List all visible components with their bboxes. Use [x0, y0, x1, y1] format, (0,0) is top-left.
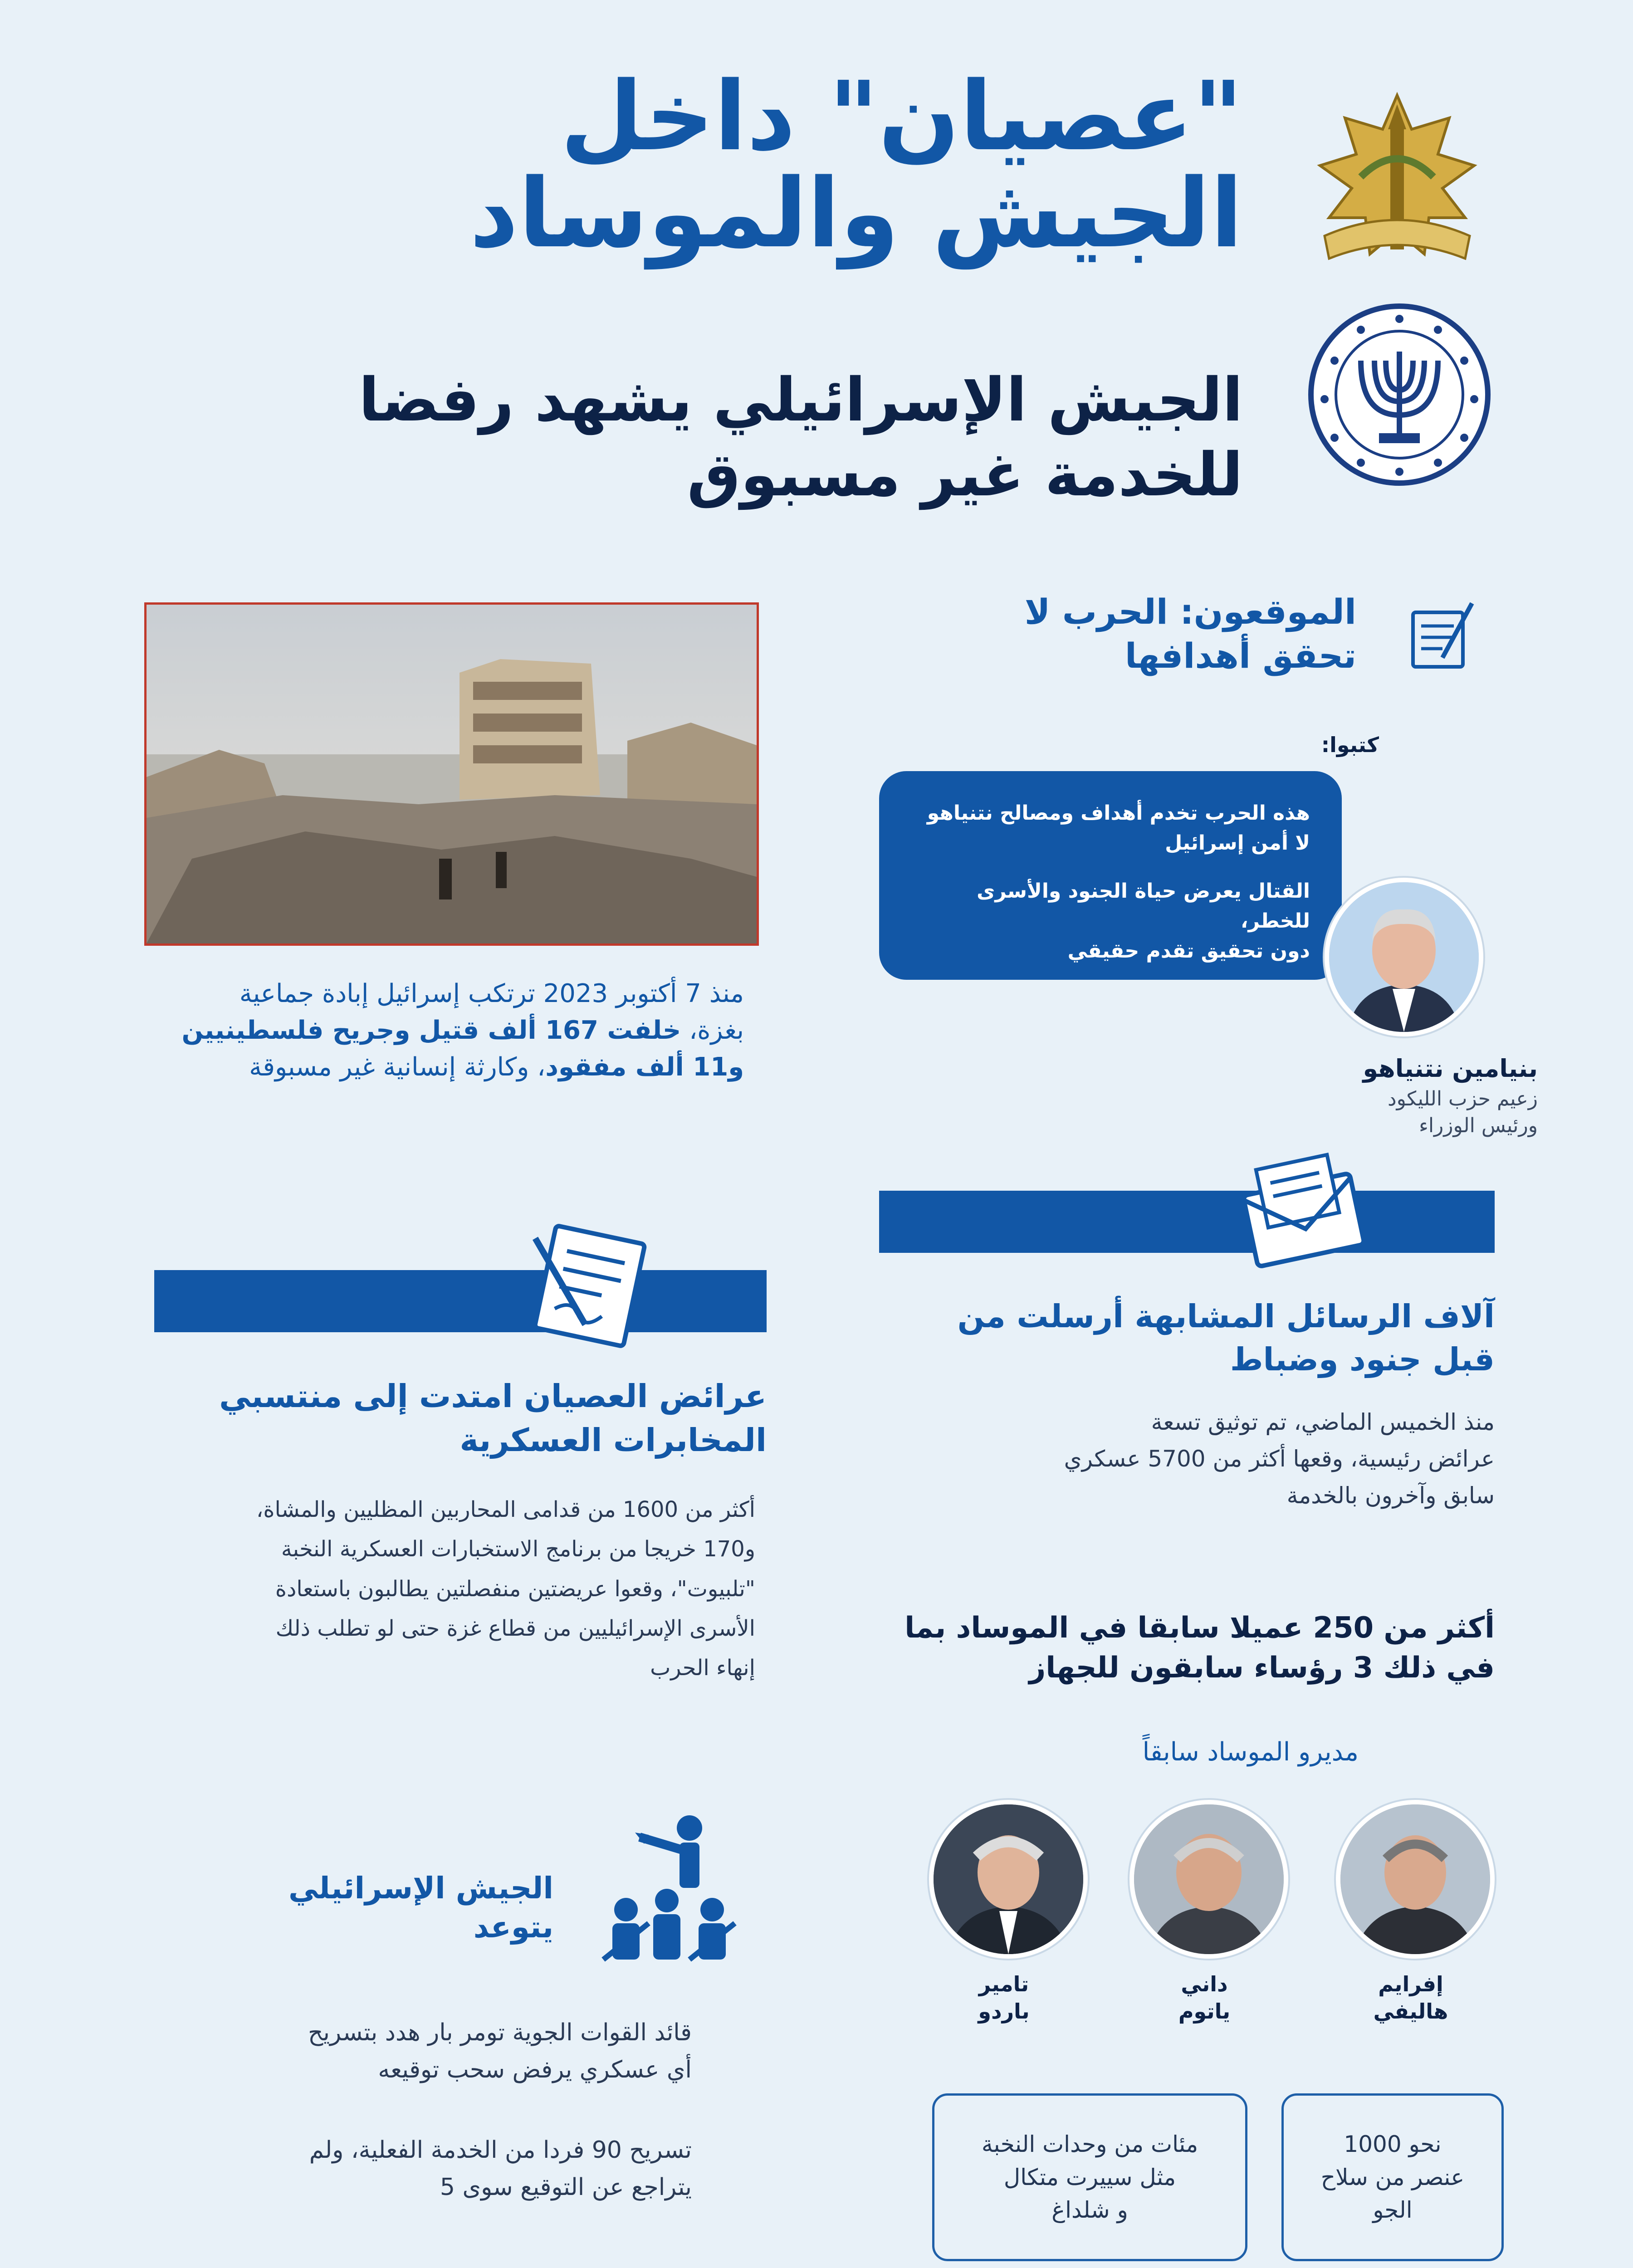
director-name-2 — [1127, 1971, 1281, 2025]
title-line-2: الجيش والموساد — [469, 158, 1243, 269]
quote-bubble — [879, 771, 1342, 980]
letters-heading-line-1: آلاف الرسائل المشابهة أرسلت من — [957, 1298, 1495, 1335]
document-pen-icon — [1399, 599, 1477, 676]
subtitle-line-1: الجيش الإسرائيلي يشهد رفضا — [358, 365, 1243, 435]
intel-bar — [154, 1270, 767, 1332]
directors-label: مديرو الموساد سابقاً — [1142, 1737, 1359, 1767]
page-title — [336, 61, 1243, 269]
quote-2-line-2: دون تحقيق تقدم حقيقي — [1067, 939, 1310, 963]
group-2-line-3: و شلداغ — [1051, 2197, 1128, 2224]
mossad-heading-line-1: أكثر من 250 عميلا سابقا في الموساد بما — [905, 1611, 1495, 1645]
director-name-3 — [927, 1971, 1081, 2025]
intel-body — [156, 1490, 755, 1688]
page-subtitle — [245, 363, 1243, 513]
intel-body-line-2: و170 خريجا من برنامج الاستخبارات العسكرية النخبة — [281, 1536, 755, 1562]
mossad-heading — [837, 1608, 1495, 1688]
army-heading-line-1: الجيش الإسرائيلي — [288, 1871, 553, 1906]
envelope-icon — [1234, 1152, 1370, 1270]
gaza-caption-3b: ، وكارثة إنسانية غير مسبوقة — [249, 1052, 546, 1082]
intel-heading-line-1: عرائض العصيان امتدت إلى منتسبي — [219, 1378, 767, 1415]
signers-heading-line-2: تحقق أهدافها — [1125, 635, 1356, 676]
letters-heading-line-2: قبل جنود وضباط — [1230, 1340, 1495, 1378]
mossad-heading-line-2: في ذلك 3 رؤساء سابقون للجهاز — [1029, 1651, 1495, 1685]
director-name-1 — [1334, 1971, 1488, 2025]
netanyahu-role-1: زعيم حزب الليكود — [1387, 1087, 1538, 1110]
netanyahu-role-2: ورئيس الوزراء — [1419, 1114, 1538, 1138]
gaza-caption-2b: خلفت 167 ألف قتيل وجريح فلسطينيين — [181, 1016, 681, 1046]
intel-body-line-3: "تلبيوت"، وقعوا عريضتين منفصلتين يطالبون باستعادة — [275, 1576, 755, 1602]
intel-heading — [150, 1374, 767, 1462]
group-2-line-1: مئات من وحدات النخبة — [981, 2131, 1198, 2158]
quote-1-line-2: لا أمن إسرائيل — [1165, 831, 1310, 855]
director-2-first: داني — [1181, 1972, 1228, 1996]
director-avatar-pardo — [929, 1800, 1088, 1959]
letters-body-line-1: منذ الخميس الماضي، تم توثيق تسعة — [1151, 1409, 1495, 1435]
group-1-line-1: نحو 1000 — [1344, 2131, 1442, 2158]
army-body — [147, 2014, 692, 2206]
petition-icon — [517, 1220, 662, 1352]
soldiers-icon — [576, 1810, 758, 1973]
group-pill-air-force — [1281, 2093, 1504, 2261]
director-avatar-halevy — [1336, 1800, 1495, 1959]
subtitle-line-2: للخدمة غير مسبوق — [687, 440, 1243, 510]
signers-heading-line-1: الموقعون: الحرب لا — [1024, 591, 1356, 632]
letters-body-line-3: سابق وآخرون بالخدمة — [1286, 1482, 1495, 1509]
wrote-label: كتبوا: — [1321, 733, 1379, 757]
group-pill-elite-units — [932, 2093, 1247, 2261]
army-heading — [191, 1869, 553, 1947]
quote-1-line-1: هذه الحرب تخدم أهداف ومصالح نتنياهو — [927, 802, 1310, 825]
director-1-first: إفرايم — [1378, 1972, 1443, 1996]
gaza-caption-line-1: منذ 7 أكتوبر 2023 ترتكب إسرائيل إبادة جماعية — [239, 979, 744, 1008]
signers-heading — [857, 590, 1356, 678]
intel-body-line-5: إنهاء الحرب — [650, 1655, 755, 1681]
netanyahu-name: بنيامين نتنياهو — [1363, 1054, 1538, 1083]
army-body-2-line-1: تسريح 90 فردا من الخدمة الفعلية، ولم — [309, 2136, 692, 2164]
director-3-first: تامير — [978, 1972, 1029, 1996]
letters-body — [860, 1404, 1495, 1514]
gaza-caption-line-3 — [145, 1049, 744, 1085]
army-heading-line-2: يتوعد — [473, 1909, 553, 1945]
group-2-line-2: مثل سييرت متكال — [1003, 2164, 1176, 2190]
letters-body-line-2: عرائض رئيسية، وقعها أكثر من 5700 عسكري — [1064, 1446, 1495, 1472]
letters-heading — [860, 1295, 1495, 1381]
intel-heading-line-2: المخابرات العسكرية — [460, 1421, 767, 1459]
director-avatar-yatom — [1129, 1800, 1288, 1959]
group-1-line-2: عنصر من سلاح — [1320, 2164, 1465, 2190]
title-line-1: "عصيان" داخل — [560, 61, 1243, 172]
quote-2-line-1: القتال يعرض حياة الجنود والأسرى للخطر، — [977, 880, 1310, 933]
group-1-line-3: الجو — [1373, 2197, 1413, 2224]
army-body-2-line-2: يتراجع عن التوقيع سوى 5 — [440, 2174, 692, 2201]
gaza-caption — [145, 975, 744, 1086]
netanyahu-avatar — [1325, 878, 1483, 1036]
army-body-1-line-1: قائد القوات الجوية تومر بار هدد بتسريح — [308, 2019, 692, 2046]
gaza-caption-2a: بغزة، — [681, 1016, 744, 1046]
intel-body-line-4: الأسرى الإسرائيليين من قطاع غزة حتى لو تطلب ذلك — [275, 1616, 755, 1642]
gaza-destruction-photo — [144, 602, 759, 946]
netanyahu-caption — [1220, 1052, 1538, 1139]
director-3-last: باردو — [978, 1999, 1030, 2024]
director-2-last: ياتوم — [1178, 1999, 1231, 2024]
letters-bar — [879, 1191, 1495, 1253]
gaza-caption-line-2 — [145, 1012, 744, 1049]
army-body-1-line-2: أي عسكري يرفض سحب توقيعه — [378, 2056, 692, 2084]
idf-emblem-icon — [1293, 86, 1501, 295]
director-1-last: هاليفي — [1373, 1999, 1448, 2024]
intel-body-line-1: أكثر من 1600 من قدامى المحاربين المظليين والمشاة، — [256, 1497, 755, 1522]
mossad-emblem-icon — [1306, 302, 1492, 488]
gaza-caption-3a: و11 ألف مفقود — [545, 1052, 744, 1082]
